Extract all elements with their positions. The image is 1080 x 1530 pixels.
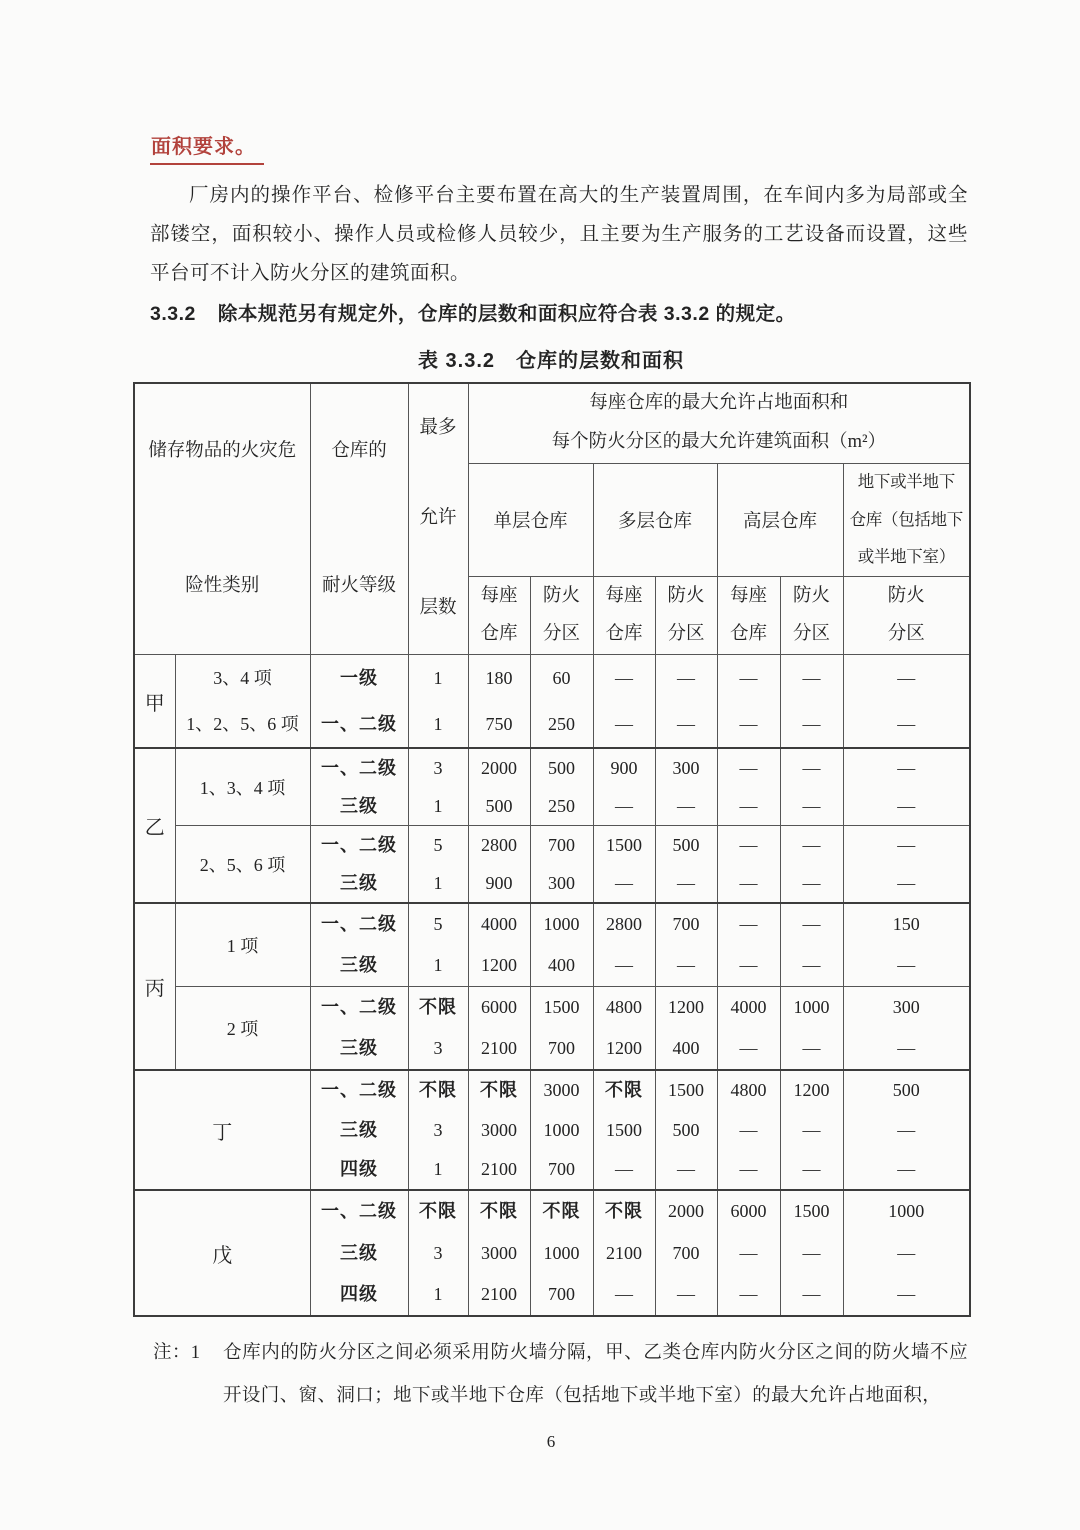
floors-cell: 5 1 [408, 903, 468, 987]
rating-cell: 一、二级 三级 四级 [310, 1190, 408, 1316]
rating-cell: 一、二级 三级 [310, 748, 408, 826]
subheader-per-warehouse: 每座 仓库 [717, 577, 780, 655]
value-cell: 1200 — — [780, 1070, 843, 1190]
value-cell: 1000 — [780, 987, 843, 1071]
value-cell: 2800 900 [468, 826, 530, 904]
value-cell: 6000 — — [717, 1190, 780, 1316]
rating-cell: 一级 一、二级 [310, 655, 408, 749]
value-cell: 1500 — — [780, 1190, 843, 1316]
value-cell: 150 — [843, 903, 970, 987]
table-note [153, 1332, 968, 1418]
floors-cell: 5 1 [408, 826, 468, 904]
note-label: 注：1 [153, 1343, 201, 1363]
note-text: 仓库内的防火分区之间必须采用防火墙分隔，甲、乙类仓库内防火分区之间的防火墙不应开设门、窗、洞口；地下或半地下仓库（包括地下或半地下室）的最大允许占地面积， [223, 1343, 968, 1406]
value-cell: 1000 400 [530, 903, 593, 987]
subheader-per-warehouse: 每座 仓库 [468, 577, 530, 655]
value-cell: — — [717, 903, 780, 987]
value-cell: — — [780, 748, 843, 826]
page-content [144, 130, 968, 1452]
item-group-cell: 1 项 [175, 903, 310, 987]
header-max-area-span: 每座仓库的最大允许占地面积和 每个防火分区的最大允许建筑面积（m²） [468, 383, 970, 463]
item-group-cell: 1、3、4 项 [175, 748, 310, 826]
value-cell: 700 — [655, 903, 717, 987]
floors-cell: 3 1 [408, 748, 468, 826]
value-cell: 4800 1200 [593, 987, 655, 1071]
category-cell: 乙 [134, 748, 175, 903]
subheader-per-warehouse: 每座 仓库 [593, 577, 655, 655]
value-cell: 300 — [655, 748, 717, 826]
table-row [134, 748, 970, 826]
value-cell: — — [843, 748, 970, 826]
table-title: 表 3.3.2 仓库的层数和面积 [417, 350, 685, 372]
value-cell: 1500 700 [530, 987, 593, 1071]
value-cell: 6000 2100 [468, 987, 530, 1071]
category-cell: 丙 [134, 903, 175, 1070]
value-cell: 4000 1200 [468, 903, 530, 987]
table-row [134, 655, 970, 749]
value-cell: 不限 1000 700 [530, 1190, 593, 1316]
value-cell: 不限 3000 2100 [468, 1190, 530, 1316]
value-cell: 4800 — — [717, 1070, 780, 1190]
item-group-cell: 2 项 [175, 987, 310, 1071]
value-cell: 300 — [843, 987, 970, 1071]
page-number: 6 [546, 1432, 556, 1451]
table-row [134, 826, 970, 904]
header-fire-resistance-rating: 仓库的 耐火等级 [310, 383, 408, 655]
section-heading-red: 面积要求。 [150, 130, 264, 165]
value-cell: 1200 400 [655, 987, 717, 1071]
rating-cell: 一、二级 三级 [310, 987, 408, 1071]
value-cell: 不限 3000 2100 [468, 1070, 530, 1190]
table-row [134, 903, 970, 987]
header-high-rise: 高层仓库 [717, 463, 843, 577]
value-cell: — — [593, 655, 655, 749]
floors-cell: 不限 3 [408, 987, 468, 1071]
floors-cell: 1 1 [408, 655, 468, 749]
value-cell: 2000 500 [468, 748, 530, 826]
value-cell: 900 — [593, 748, 655, 826]
value-cell: 2000 700 — [655, 1190, 717, 1316]
value-cell: 60 250 [530, 655, 593, 749]
table-row [134, 1190, 970, 1316]
subheader-fire-compartment: 防火 分区 [655, 577, 717, 655]
category-cell: 戊 [134, 1190, 310, 1316]
item-group-cell: 3、4 项 1、2、5、6 项 [175, 655, 310, 749]
value-cell: — — [780, 903, 843, 987]
value-cell: — — [843, 655, 970, 749]
subheader-fire-compartment: 防火 分区 [780, 577, 843, 655]
subheader-fire-compartment: 防火 分区 [530, 577, 593, 655]
clause-number: 3.3.2 [150, 303, 196, 325]
value-cell: 不限 1500 — [593, 1070, 655, 1190]
header-underground-warehouse: 地下或半地下 仓库（包括地下 或半地下室） [843, 463, 970, 577]
value-cell: — — [655, 655, 717, 749]
clause-text: 除本规范另有规定外，仓库的层数和面积应符合表 3.3.2 的规定。 [217, 303, 796, 325]
value-cell: — — [843, 826, 970, 904]
table-row [134, 987, 970, 1071]
rating-cell: 一、二级 三级 [310, 903, 408, 987]
category-cell: 丁 [134, 1070, 310, 1190]
clause-3-3-2 [150, 294, 968, 334]
value-cell: — — [717, 655, 780, 749]
table-row [134, 1070, 970, 1190]
value-cell: 1000 — — [843, 1190, 970, 1316]
subheader-fire-compartment: 防火 分区 [843, 577, 970, 655]
header-multi-storey: 多层仓库 [593, 463, 717, 577]
value-cell: 1500 — [593, 826, 655, 904]
category-cell: 甲 [134, 655, 175, 749]
header-single-storey: 单层仓库 [468, 463, 593, 577]
value-cell: — — [780, 655, 843, 749]
value-cell: 2800 — [593, 903, 655, 987]
value-cell: — — [717, 826, 780, 904]
floors-cell: 不限 3 1 [408, 1070, 468, 1190]
value-cell: — — [780, 826, 843, 904]
body-paragraph: 厂房内的操作平台、检修平台主要布置在高大的生产装置周围，在车间内多为局部或全部镂空，面积较小、操作人员或检修人员较少，且主要为生产服务的工艺设备而设置，这些平台可不计入防火分区的建筑面积。 [150, 185, 968, 284]
value-cell: 500 250 [530, 748, 593, 826]
header-hazard-category: 储存物品的火灾危 险性类别 [134, 383, 310, 655]
value-cell: 1500 500 — [655, 1070, 717, 1190]
value-cell: 500 — [655, 826, 717, 904]
value-cell: 3000 1000 700 [530, 1070, 593, 1190]
header-max-allowed-floors: 最多 允许 层数 [408, 383, 468, 655]
value-cell: — — [717, 748, 780, 826]
rating-cell: 一、二级 三级 [310, 826, 408, 904]
value-cell: 180 750 [468, 655, 530, 749]
value-cell: 700 300 [530, 826, 593, 904]
value-cell: 不限 2100 — [593, 1190, 655, 1316]
floors-cell: 不限 3 1 [408, 1190, 468, 1316]
warehouse-table [133, 382, 971, 1317]
rating-cell: 一、二级 三级 四级 [310, 1070, 408, 1190]
item-group-cell: 2、5、6 项 [175, 826, 310, 904]
value-cell: 4000 — [717, 987, 780, 1071]
value-cell: 500 — — [843, 1070, 970, 1190]
